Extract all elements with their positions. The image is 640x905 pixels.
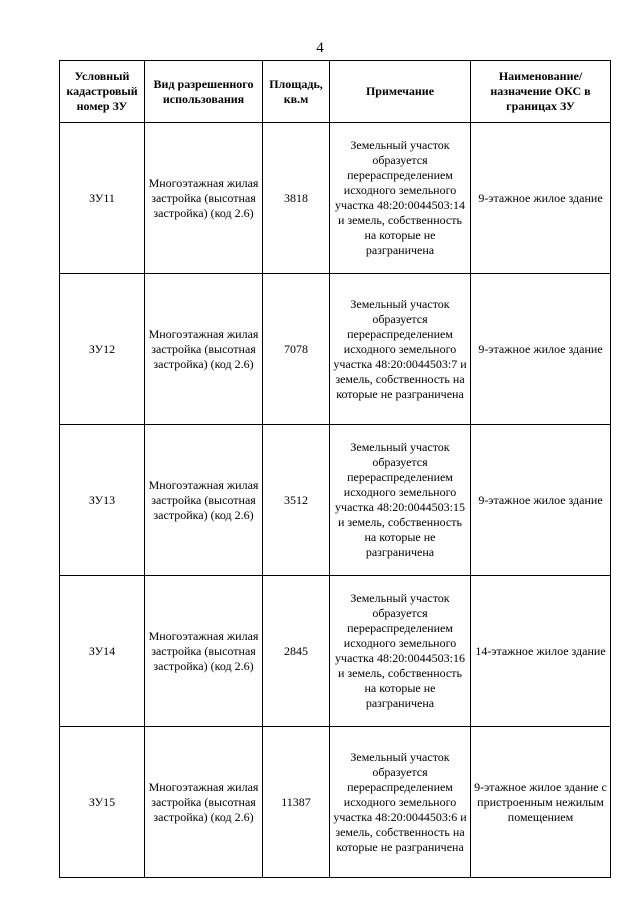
header-area: Площадь, кв.м (263, 61, 330, 123)
cell-plot-id: ЗУ15 (60, 727, 145, 878)
land-plots-table (59, 60, 611, 878)
cell-plot-id: ЗУ14 (60, 576, 145, 727)
table-row (60, 425, 611, 576)
cell-oks-name: 9-этажное жилое здание (471, 123, 611, 274)
table-row (60, 274, 611, 425)
cell-area: 3512 (263, 425, 330, 576)
cell-note: Земельный участок образуется перераспределением исходного земельного участка 48:20:0044503:7 и земель, собственность на которые не разграничена (330, 274, 471, 425)
header-note: Примечание (330, 61, 471, 123)
cell-plot-id: ЗУ11 (60, 123, 145, 274)
cell-area: 3818 (263, 123, 330, 274)
cell-oks-name: 9-этажное жилое здание (471, 274, 611, 425)
header-oks-name: Наименование/ назначение ОКС в границах ЗУ (471, 61, 611, 123)
table-header-row (60, 61, 611, 123)
table-row (60, 123, 611, 274)
table-row (60, 727, 611, 878)
cell-note: Земельный участок образуется перераспределением исходного земельного участка 48:20:0044503:6 и земель, собственность на которые не разграничена (330, 727, 471, 878)
cell-permitted-use: Многоэтажная жилая застройка (высотная застройка) (код 2.6) (145, 727, 263, 878)
cell-oks-name: 9-этажное жилое здание (471, 425, 611, 576)
header-cadastral-number: Условный кадастровый номер ЗУ (60, 61, 145, 123)
cell-note: Земельный участок образуется перераспределением исходного земельного участка 48:20:0044503:14 и земель, собственность на которые не разграничена (330, 123, 471, 274)
cell-permitted-use: Многоэтажная жилая застройка (высотная застройка) (код 2.6) (145, 274, 263, 425)
cell-oks-name: 9-этажное жилое здание с пристроенным нежилым помещением (471, 727, 611, 878)
cell-permitted-use: Многоэтажная жилая застройка (высотная застройка) (код 2.6) (145, 425, 263, 576)
cell-permitted-use: Многоэтажная жилая застройка (высотная застройка) (код 2.6) (145, 123, 263, 274)
cell-note: Земельный участок образуется перераспределением исходного земельного участка 48:20:0044503:15 и земель, собственность на которые не разграничена (330, 425, 471, 576)
cell-plot-id: ЗУ13 (60, 425, 145, 576)
cell-oks-name: 14-этажное жилое здание (471, 576, 611, 727)
cell-permitted-use: Многоэтажная жилая застройка (высотная застройка) (код 2.6) (145, 576, 263, 727)
cell-note: Земельный участок образуется перераспределением исходного земельного участка 48:20:0044503:16 и земель, собственность на которые не разграничена (330, 576, 471, 727)
cell-plot-id: ЗУ12 (60, 274, 145, 425)
page-number: 4 (316, 40, 324, 56)
cell-area: 2845 (263, 576, 330, 727)
header-permitted-use: Вид разрешенного использования (145, 61, 263, 123)
cell-area: 11387 (263, 727, 330, 878)
cell-area: 7078 (263, 274, 330, 425)
table-row (60, 576, 611, 727)
